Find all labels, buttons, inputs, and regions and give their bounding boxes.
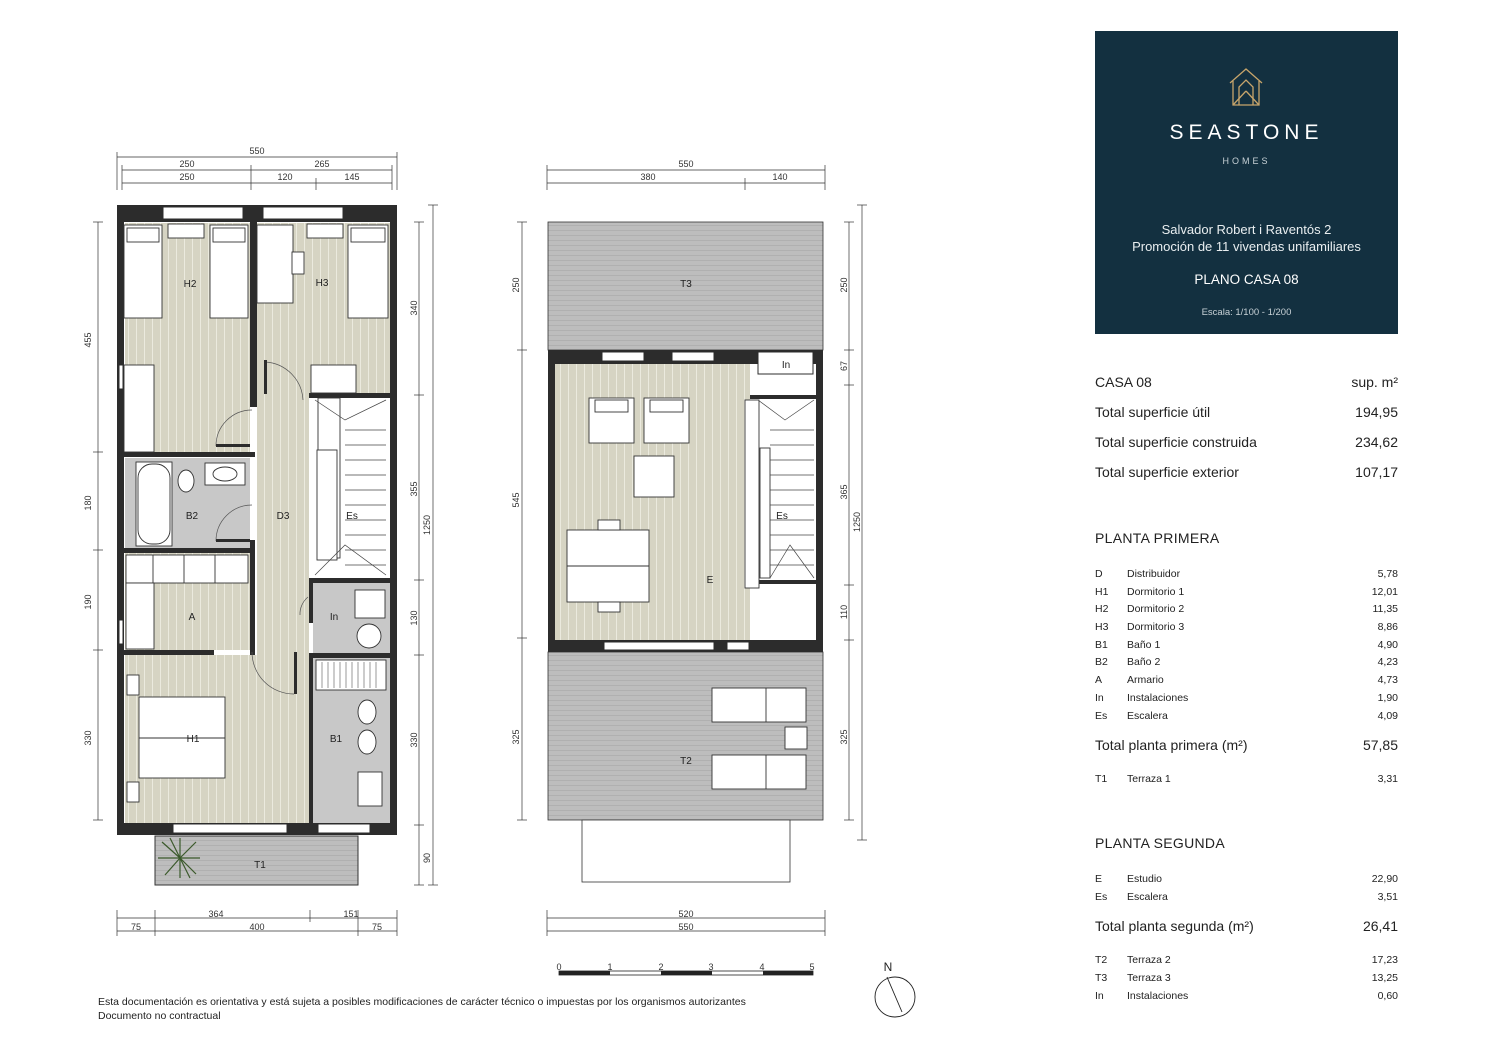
summary-label: Total superficie útil xyxy=(1095,404,1211,420)
label2-in: In xyxy=(781,360,791,371)
summary-row xyxy=(1095,464,1398,494)
room-name: Baño 2 xyxy=(1127,656,1161,669)
floor1-total-value: 57,85 xyxy=(1362,737,1398,754)
room-area: 12,01 xyxy=(1371,585,1398,598)
room-code: H1 xyxy=(1095,585,1109,598)
dim-right-d: 330 xyxy=(409,732,419,748)
label-a: A xyxy=(188,612,196,623)
north-arrow-icon xyxy=(875,960,915,1017)
summary-unit: sup. m² xyxy=(1351,374,1398,390)
room-row xyxy=(1095,568,1398,586)
floor1-total xyxy=(1095,737,1398,773)
room-name: Dormitorio 3 xyxy=(1127,621,1185,634)
address-line-2: Promoción de 11 vivendas unifamiliares xyxy=(1132,239,1361,254)
room-code: B2 xyxy=(1095,656,1108,669)
floor2-total xyxy=(1095,918,1398,954)
brand-name: SEASTONE xyxy=(1169,121,1324,144)
room-name: Instalaciones xyxy=(1127,691,1189,704)
dimension-lines-top xyxy=(117,152,397,190)
dim-bottom-c: 151 xyxy=(343,909,359,919)
disclaimer-line-1: Esta documentación es orientativa y está sujeta a posibles modificaciones de carácter técnico o impuestas por los organismos autorizantes xyxy=(98,996,746,1008)
room-row xyxy=(1095,773,1398,791)
room-row xyxy=(1095,954,1398,972)
room-row xyxy=(1095,639,1398,657)
room-name: Distribuidor xyxy=(1127,568,1181,580)
brand-address xyxy=(1095,221,1398,255)
dim-left-c: 190 xyxy=(83,594,93,610)
dim2-bottom-a: 520 xyxy=(678,909,694,919)
dim-left-d: 330 xyxy=(83,730,93,746)
scale-tick-4: 4 xyxy=(759,962,765,972)
room-area: 17,23 xyxy=(1371,954,1398,967)
address-line-1: Salvador Robert i Raventós 2 xyxy=(1161,222,1332,237)
dim2-left-c: 325 xyxy=(511,729,521,745)
summary-value: 234,62 xyxy=(1355,434,1398,450)
room-area: 1,90 xyxy=(1377,691,1398,704)
room-area: 4,09 xyxy=(1377,709,1398,722)
room-row xyxy=(1095,692,1398,710)
dim-bottom-a: 75 xyxy=(130,922,142,932)
room-code: H2 xyxy=(1095,603,1109,616)
floor2-total-label: Total planta segunda (m²) xyxy=(1095,918,1254,935)
dim2-bottom-b: 550 xyxy=(678,922,694,932)
room-row xyxy=(1095,710,1398,728)
disclaimer-line-2: Documento no contractual xyxy=(98,1009,221,1022)
summary-label: Total superficie construida xyxy=(1095,434,1257,450)
floor1-terraces xyxy=(1095,773,1398,791)
dim-top-d: 120 xyxy=(277,172,293,182)
summary-row xyxy=(1095,434,1398,464)
floor1-title: PLANTA PRIMERA xyxy=(1095,530,1220,546)
house-logo-icon xyxy=(1228,67,1264,107)
room-area: 4,73 xyxy=(1377,674,1398,687)
room-code: In xyxy=(1095,989,1104,1002)
plan-segunda xyxy=(511,159,867,936)
room-code: Es xyxy=(1095,709,1108,722)
label-d3: D3 xyxy=(276,511,290,522)
label-b2: B2 xyxy=(185,511,199,522)
plan-scale: Escala: 1/100 - 1/200 xyxy=(1201,307,1292,318)
dim2-left-b: 545 xyxy=(511,492,521,508)
terrace-t2-extension xyxy=(582,820,790,882)
room-code: A xyxy=(1095,674,1103,687)
summary-header xyxy=(1095,374,1398,404)
room-row xyxy=(1095,586,1398,604)
scale-tick-0: 0 xyxy=(556,962,562,972)
room-row xyxy=(1095,873,1398,891)
dim2-right-b: 67 xyxy=(839,360,849,372)
dim-right-c: 130 xyxy=(409,610,419,626)
summary-row xyxy=(1095,404,1398,434)
brand-subtitle: HOMES xyxy=(1222,156,1271,166)
room-area: 22,90 xyxy=(1371,873,1398,885)
room-row xyxy=(1095,674,1398,692)
room-row xyxy=(1095,603,1398,621)
terrace-t2 xyxy=(548,652,823,820)
dim-bottom-e: 75 xyxy=(371,922,383,932)
dim-right-b: 355 xyxy=(409,481,419,497)
room-code: H3 xyxy=(1095,621,1109,634)
label2-t2: T2 xyxy=(680,756,692,767)
room-code: E xyxy=(1095,873,1103,885)
scale-tick-1: 1 xyxy=(607,962,613,972)
label2-es: Es xyxy=(776,511,788,522)
summary-label: Total superficie exterior xyxy=(1095,464,1239,480)
scale-tick-2: 2 xyxy=(658,962,664,972)
room-name: Baño 1 xyxy=(1127,638,1161,651)
room-area: 0,60 xyxy=(1377,989,1398,1002)
room-code: T2 xyxy=(1095,954,1108,967)
dim-left-b: 180 xyxy=(83,495,93,511)
dim2-right-c: 365 xyxy=(839,484,849,500)
room-name: Armario xyxy=(1127,674,1164,687)
dim-left-a: 455 xyxy=(83,332,93,348)
room-row xyxy=(1095,972,1398,990)
floor1-total-label: Total planta primera (m²) xyxy=(1095,737,1248,754)
label-t1: T1 xyxy=(254,860,266,871)
floor2-title: PLANTA SEGUNDA xyxy=(1095,835,1225,851)
label2-e: E xyxy=(706,575,714,586)
summary-value: 194,95 xyxy=(1355,404,1398,420)
dim-bottom-b: 364 xyxy=(208,909,224,919)
room-name: Escalera xyxy=(1127,890,1168,903)
floor2-terraces xyxy=(1095,954,1398,1007)
room-area: 3,31 xyxy=(1377,773,1398,786)
room-name: Instalaciones xyxy=(1127,989,1189,1002)
room-code: B1 xyxy=(1095,638,1108,651)
label-in: In xyxy=(329,612,339,623)
label-h1: H1 xyxy=(186,734,200,745)
scale-tick-3: 3 xyxy=(708,962,714,972)
floor2-total-value: 26,41 xyxy=(1362,918,1398,935)
room-name: Dormitorio 1 xyxy=(1127,585,1185,598)
dim-right-total: 1250 xyxy=(422,514,432,536)
room-code: In xyxy=(1095,691,1104,704)
room-row xyxy=(1095,621,1398,639)
scale-tick-5: 5 xyxy=(809,962,815,972)
room-code: Es xyxy=(1095,890,1108,903)
room-area: 3,51 xyxy=(1377,890,1398,903)
room-name: Terraza 3 xyxy=(1127,972,1171,985)
room-area: 13,25 xyxy=(1371,972,1398,985)
dim2-right-d: 110 xyxy=(839,604,849,620)
room-name: Terraza 1 xyxy=(1127,773,1171,786)
dim2-left-a: 250 xyxy=(511,277,521,293)
dim-top-c: 250 xyxy=(179,172,195,182)
room-name: Dormitorio 2 xyxy=(1127,603,1185,616)
dim2-top-a: 380 xyxy=(640,172,656,182)
floor1-table xyxy=(1095,530,1398,791)
scale-bar xyxy=(556,962,814,975)
room-area: 5,78 xyxy=(1377,568,1398,580)
room-code: T3 xyxy=(1095,972,1108,985)
room-row xyxy=(1095,891,1398,909)
dim2-top-b: 140 xyxy=(772,172,788,182)
floor1-rooms xyxy=(1095,568,1398,727)
label-h2: H2 xyxy=(183,279,197,290)
summary-value: 107,17 xyxy=(1355,464,1398,480)
label-es: Es xyxy=(346,511,358,522)
dim-top-b: 265 xyxy=(314,159,330,169)
floor2-table xyxy=(1095,835,1398,1007)
dim-bottom-d: 400 xyxy=(249,922,265,932)
dim2-right-a: 250 xyxy=(839,277,849,293)
dim2-right-e: 325 xyxy=(839,729,849,745)
label-b1: B1 xyxy=(329,734,343,745)
label2-t3: T3 xyxy=(680,279,692,290)
room-row xyxy=(1095,990,1398,1008)
room-area: 4,90 xyxy=(1377,638,1398,651)
brand-panel xyxy=(1095,31,1398,334)
dim-right-a: 340 xyxy=(409,300,419,316)
summary-title: CASA 08 xyxy=(1095,374,1152,390)
dim-top-total: 550 xyxy=(249,146,265,156)
summary-table xyxy=(1095,374,1398,494)
dim2-top-total: 550 xyxy=(678,159,694,169)
plan-title: PLANO CASA 08 xyxy=(1194,272,1299,287)
room-area: 8,86 xyxy=(1377,621,1398,634)
plan-primera xyxy=(83,146,438,936)
dim2-right-total: 1250 xyxy=(852,511,862,533)
north-label: N xyxy=(883,960,893,974)
room-area: 4,23 xyxy=(1377,656,1398,669)
dim-top-e: 145 xyxy=(344,172,360,182)
dim-right-e: 90 xyxy=(422,852,432,864)
room-code: D xyxy=(1095,568,1103,580)
dimension-lines-left xyxy=(93,222,103,820)
room-name: Escalera xyxy=(1127,709,1168,722)
disclaimer xyxy=(98,996,746,1023)
room-code: T1 xyxy=(1095,773,1108,786)
label-h3: H3 xyxy=(315,278,329,289)
floor2-rooms xyxy=(1095,873,1398,908)
room-area: 11,35 xyxy=(1372,603,1398,616)
room-name: Estudio xyxy=(1127,873,1163,885)
room-name: Terraza 2 xyxy=(1127,954,1171,967)
room-row xyxy=(1095,656,1398,674)
dim-top-a: 250 xyxy=(179,159,195,169)
